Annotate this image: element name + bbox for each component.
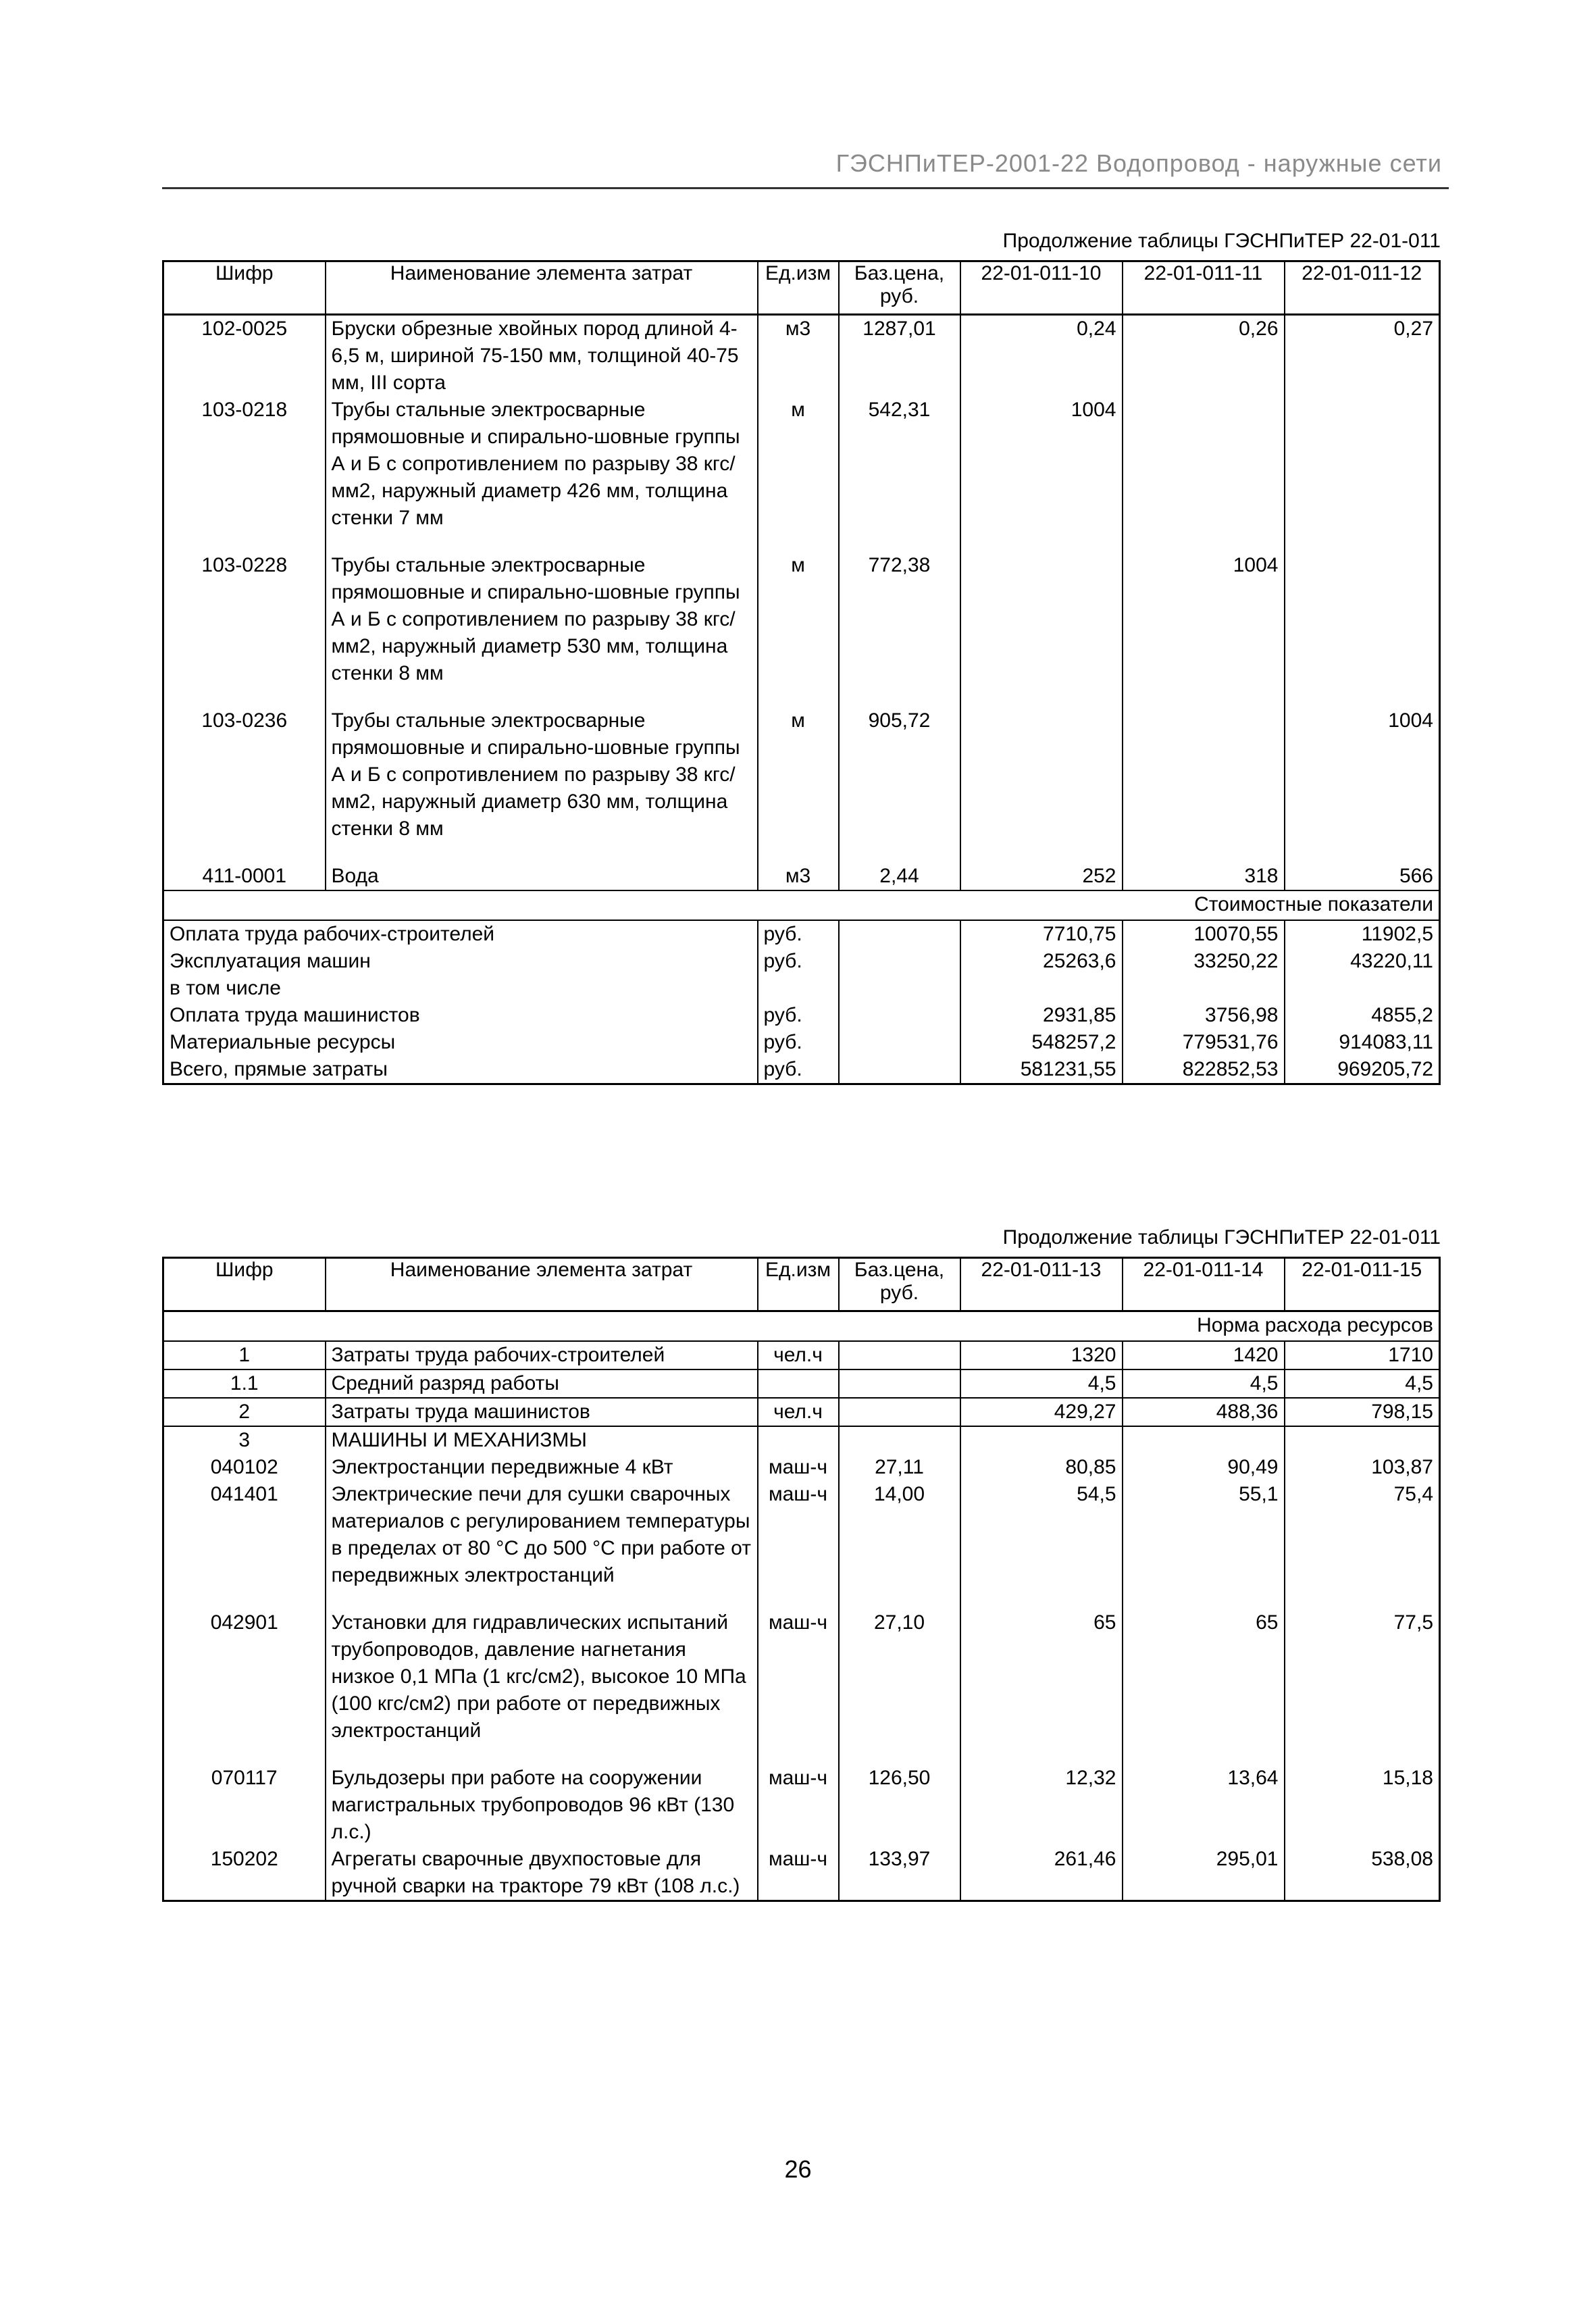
row-code: 103-0236 [163,707,326,842]
row-value-3 [1285,552,1440,687]
row-unit: м3 [758,863,839,890]
summary-label: Эксплуатация машин [163,948,758,975]
row-price: 905,72 [839,707,960,842]
summary-unit [758,975,839,1002]
row-price: 1287,01 [839,315,960,397]
spacer-row [163,687,1440,707]
summary-value-2: 822852,53 [1123,1056,1285,1084]
row-value-3: 1710 [1285,1341,1440,1369]
row-value-3 [1285,397,1440,532]
summary-unit: руб. [758,948,839,975]
row-unit: маш-ч [758,1481,839,1589]
row-unit: м [758,397,839,532]
summary-row [163,1002,1440,1029]
col-header-v3: 22-01-011-15 [1285,1258,1440,1311]
row-value-1: 65 [960,1609,1123,1744]
row-value-3: 0,27 [1285,315,1440,397]
table-row [163,315,1440,397]
row-value-2: 488,36 [1123,1398,1285,1426]
row-value-3: 15,18 [1285,1765,1440,1846]
row-value-1 [960,707,1123,842]
summary-unit: руб. [758,920,839,948]
table-row [163,1846,1440,1901]
row-name: Трубы стальные электросварные прямошовные и спирально-шовные группы А и Б с сопротивлением по разрыву 38 кгс/мм2, наружный диаметр 530 мм, толщина стенки 8 мм [326,552,758,687]
summary-value-1: 2931,85 [960,1002,1123,1029]
row-price: 772,38 [839,552,960,687]
col-header-v3: 22-01-011-12 [1285,261,1440,315]
row-code: 2 [163,1398,326,1426]
summary-value-3: 914083,11 [1285,1029,1440,1056]
row-code: 1 [163,1341,326,1369]
row-price: 542,31 [839,397,960,532]
row-code: 411-0001 [163,863,326,890]
spacer-row [163,842,1440,863]
summary-value-2: 3756,98 [1123,1002,1285,1029]
row-value-3: 798,15 [1285,1398,1440,1426]
table-row [163,1765,1440,1846]
row-unit: м3 [758,315,839,397]
summary-value-1: 548257,2 [960,1029,1123,1056]
row-price: 133,97 [839,1846,960,1901]
row-value-3: 566 [1285,863,1440,890]
summary-value-3: 969205,72 [1285,1056,1440,1084]
table2 [162,1257,1441,1902]
row-value-1: 261,46 [960,1846,1123,1901]
summary-value-2 [1123,975,1285,1002]
row-unit: маш-ч [758,1846,839,1901]
row-name: Установки для гидравлических испытаний трубопроводов, давление нагнетания низкое 0,1 МПа (1 кгс/см2), высокое 10 МПа (100 кгс/см2) при работе от передвижных электростанций [326,1609,758,1744]
row-value-2: 65 [1123,1609,1285,1744]
summary-unit: руб. [758,1002,839,1029]
summary-value-2: 779531,76 [1123,1029,1285,1056]
summary-price [839,948,960,975]
summary-value-3: 4855,2 [1285,1002,1440,1029]
summary-price [839,1029,960,1056]
table-row [163,707,1440,842]
section-label: Норма расхода ресурсов [163,1311,1440,1342]
row-value-2 [1123,707,1285,842]
col-header-v1: 22-01-011-13 [960,1258,1123,1311]
row-name: Затраты труда рабочих-строителей [326,1341,758,1369]
row-price: 14,00 [839,1481,960,1589]
summary-value-2: 10070,55 [1123,920,1285,948]
row-value-2 [1123,397,1285,532]
col-header-v2: 22-01-011-14 [1123,1258,1285,1311]
row-value-2: 295,01 [1123,1846,1285,1901]
col-header-v2: 22-01-011-11 [1123,261,1285,315]
row-name: Бульдозеры при работе на сооружении магистральных трубопроводов 96 кВт (130 л.с.) [326,1765,758,1846]
row-code: 103-0218 [163,397,326,532]
row-unit: маш-ч [758,1609,839,1744]
row-name: Электростанции передвижные 4 кВт [326,1454,758,1481]
row-value-1: 0,24 [960,315,1123,397]
spacer-row [163,1744,1440,1765]
row-code: 041401 [163,1481,326,1589]
col-header-name: Наименование элемента затрат [326,1258,758,1311]
col-header-unit: Ед.изм [758,1258,839,1311]
summary-price [839,1002,960,1029]
row-code: 3 [163,1426,326,1454]
spacer-row [163,1589,1440,1609]
row-name: Трубы стальные электросварные прямошовные и спирально-шовные группы А и Б с сопротивлением по разрыву 38 кгс/мм2, наружный диаметр 426 мм, толщина стенки 7 мм [326,397,758,532]
summary-row [163,975,1440,1002]
row-value-2: 90,49 [1123,1454,1285,1481]
row-value-1: 80,85 [960,1454,1123,1481]
summary-label: в том числе [163,975,758,1002]
row-value-2: 4,5 [1123,1369,1285,1398]
row-value-1: 54,5 [960,1481,1123,1589]
summary-label: Оплата труда рабочих-строителей [163,920,758,948]
table-row [163,552,1440,687]
row-value-1: 4,5 [960,1369,1123,1398]
table-row [163,863,1440,890]
row-value-2: 13,64 [1123,1765,1285,1846]
summary-row [163,1029,1440,1056]
row-value-2: 0,26 [1123,315,1285,397]
table-row [163,1341,1440,1369]
header-title: ГЭСНПиТЕР-2001-22 Водопровод - наружные сети [835,149,1442,177]
row-price: 27,11 [839,1454,960,1481]
summary-value-1: 7710,75 [960,920,1123,948]
summary-unit: руб. [758,1029,839,1056]
row-unit: маш-ч [758,1454,839,1481]
summary-value-1: 25263,6 [960,948,1123,975]
row-name: Средний разряд работы [326,1369,758,1398]
row-unit: чел.ч [758,1398,839,1426]
row-code: 103-0228 [163,552,326,687]
row-value-3: 4,5 [1285,1369,1440,1398]
row-code: 042901 [163,1609,326,1744]
row-name: Электрические печи для сушки сварочных материалов с регулированием температуры в пределах от 80 °С до 500 °С при работе от передвижных электростанций [326,1481,758,1589]
row-value-1: 429,27 [960,1398,1123,1426]
col-header-code: Шифр [163,1258,326,1311]
table-row [163,1369,1440,1398]
row-code: 070117 [163,1765,326,1846]
row-price [839,1369,960,1398]
summary-value-1 [960,975,1123,1002]
row-value-1: 252 [960,863,1123,890]
row-price [839,1398,960,1426]
row-name: Бруски обрезные хвойных пород длиной 4-6,5 м, шириной 75-150 мм, толщиной 40-75 мм, III сорта [326,315,758,397]
row-code: 040102 [163,1454,326,1481]
table-row [163,1426,1440,1454]
row-value-2: 55,1 [1123,1481,1285,1589]
page-number: 26 [784,2155,812,2183]
row-unit: чел.ч [758,1341,839,1369]
row-value-1 [960,1426,1123,1454]
page-header [162,139,1449,189]
section-row [163,1311,1440,1342]
row-value-1: 1320 [960,1341,1123,1369]
table-row [163,397,1440,532]
col-header-code: Шифр [163,261,326,315]
row-value-3: 1004 [1285,707,1440,842]
row-value-2: 318 [1123,863,1285,890]
row-value-3: 103,87 [1285,1454,1440,1481]
row-unit: м [758,552,839,687]
row-value-3: 75,4 [1285,1481,1440,1589]
row-price: 27,10 [839,1609,960,1744]
row-name: Затраты труда машинистов [326,1398,758,1426]
row-unit: м [758,707,839,842]
row-price: 2,44 [839,863,960,890]
row-unit [758,1426,839,1454]
row-unit: маш-ч [758,1765,839,1846]
col-header-v1: 22-01-011-10 [960,261,1123,315]
row-value-2 [1123,1426,1285,1454]
summary-row [163,920,1440,948]
table-row [163,1454,1440,1481]
table1-caption: Продолжение таблицы ГЭСНПиТЕР 22-01-011 [1002,230,1441,252]
row-price: 126,50 [839,1765,960,1846]
table-row [163,1398,1440,1426]
table2-caption: Продолжение таблицы ГЭСНПиТЕР 22-01-011 [1002,1226,1441,1249]
row-value-3 [1285,1426,1440,1454]
summary-row [163,948,1440,975]
row-name: МАШИНЫ И МЕХАНИЗМЫ [326,1426,758,1454]
row-name: Трубы стальные электросварные прямошовные и спирально-шовные группы А и Б с сопротивлением по разрыву 38 кгс/мм2, наружный диаметр 630 мм, толщина стенки 8 мм [326,707,758,842]
summary-value-3: 11902,5 [1285,920,1440,948]
summary-value-3: 43220,11 [1285,948,1440,975]
row-value-3: 77,5 [1285,1609,1440,1744]
summary-value-1: 581231,55 [960,1056,1123,1084]
row-code: 102-0025 [163,315,326,397]
row-value-1: 12,32 [960,1765,1123,1846]
summary-price [839,975,960,1002]
summary-label: Оплата труда машинистов [163,1002,758,1029]
row-name: Агрегаты сварочные двухпостовые для ручной сварки на тракторе 79 кВт (108 л.с.) [326,1846,758,1901]
row-value-3: 538,08 [1285,1846,1440,1901]
summary-value-3 [1285,975,1440,1002]
section-label: Стоимостные показатели [163,890,1440,920]
summary-row [163,1056,1440,1084]
row-value-2: 1420 [1123,1341,1285,1369]
summary-value-2: 33250,22 [1123,948,1285,975]
row-value-1: 1004 [960,397,1123,532]
section-row [163,890,1440,920]
summary-label: Всего, прямые затраты [163,1056,758,1084]
col-header-name: Наименование элемента затрат [326,261,758,315]
row-price [839,1426,960,1454]
row-name: Вода [326,863,758,890]
row-value-1 [960,552,1123,687]
row-code: 1.1 [163,1369,326,1398]
table-row [163,1481,1440,1589]
row-price [839,1341,960,1369]
col-header-unit: Ед.изм [758,261,839,315]
summary-unit: руб. [758,1056,839,1084]
table1 [162,260,1441,1085]
summary-label: Материальные ресурсы [163,1029,758,1056]
table2-header-row [163,1258,1440,1311]
col-header-price: Баз.цена, руб. [839,261,960,315]
spacer-row [163,532,1440,552]
row-code: 150202 [163,1846,326,1901]
row-unit [758,1369,839,1398]
col-header-price: Баз.цена, руб. [839,1258,960,1311]
table1-header-row [163,261,1440,315]
row-value-2: 1004 [1123,552,1285,687]
table-row [163,1609,1440,1744]
summary-price [839,1056,960,1084]
summary-price [839,920,960,948]
